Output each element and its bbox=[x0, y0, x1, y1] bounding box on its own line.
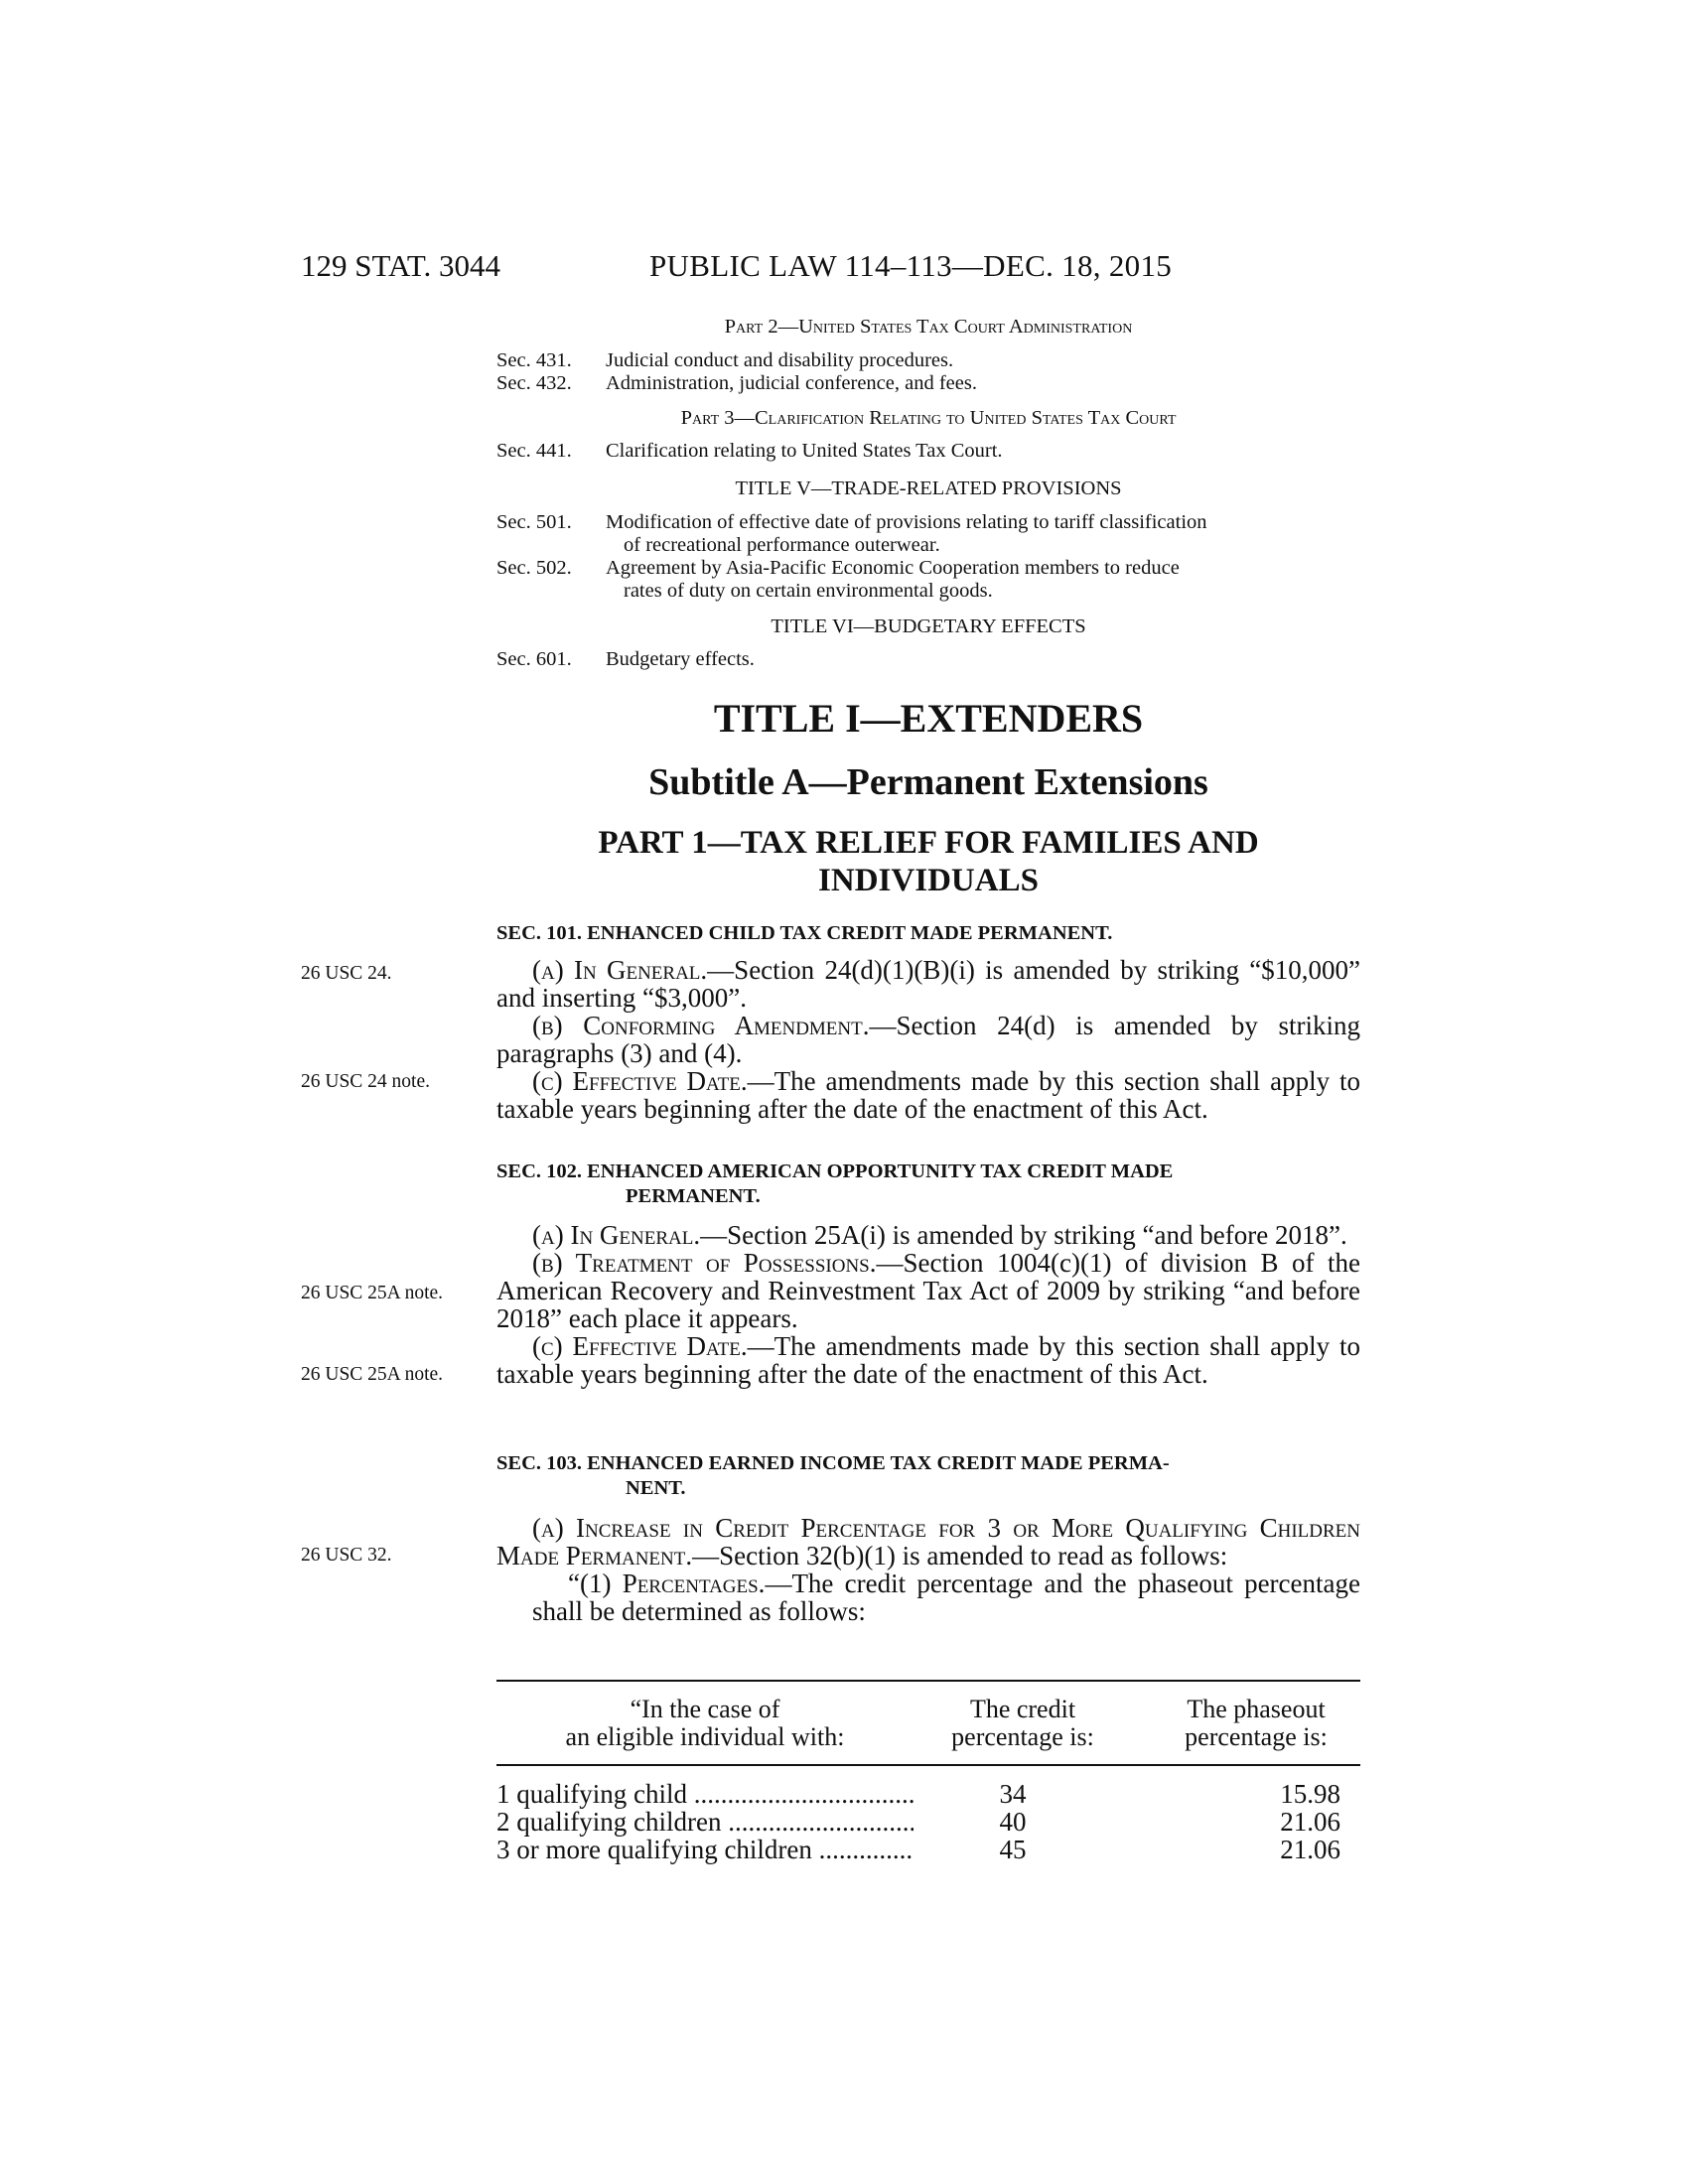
table-header-rule bbox=[496, 1764, 1360, 1766]
table-header-individual bbox=[496, 1696, 914, 1751]
part-heading: PART 1—TAX RELIEF FOR FAMILIES AND INDIVIDUALS bbox=[598, 825, 1259, 898]
sec102-para-a bbox=[496, 1221, 1360, 1249]
row-credit: 45 bbox=[999, 1835, 1027, 1864]
table-row bbox=[496, 1779, 1360, 1807]
toc-item bbox=[496, 557, 1360, 603]
toc-item bbox=[496, 648, 1360, 671]
toc-title6-list bbox=[496, 648, 1360, 671]
header-line: an eligible individual with: bbox=[565, 1722, 845, 1751]
table-header-credit bbox=[933, 1696, 1112, 1751]
toc-sec-number: Sec. 441. bbox=[496, 440, 572, 462]
sec103-heading-line2: NENT. bbox=[626, 1477, 686, 1499]
table-top-rule bbox=[496, 1680, 1360, 1682]
toc-sec-number: Sec. 601. bbox=[496, 648, 572, 670]
toc-sec-number: Sec. 431. bbox=[496, 349, 572, 371]
margin-note: 26 USC 25A note. bbox=[301, 1364, 444, 1385]
para-text: —The amendments made by this section shall apply to taxable years beginning after the date of the enactment of this Act. bbox=[496, 1331, 1360, 1389]
toc-item bbox=[496, 511, 1360, 557]
sec103-para-1 bbox=[496, 1570, 1360, 1625]
para-label: (a) In General. bbox=[532, 1220, 701, 1250]
table-row bbox=[496, 1835, 1360, 1862]
para-text: —Section 24(d) is amended by striking paragraphs (3) and (4). bbox=[496, 1011, 1361, 1068]
sec101-para-c bbox=[496, 1067, 1360, 1123]
header-line: percentage is: bbox=[951, 1722, 1094, 1751]
toc-part2-list bbox=[496, 349, 1360, 395]
sec103-heading bbox=[496, 1451, 1360, 1501]
toc-sec-title: Budgetary effects. bbox=[606, 648, 755, 670]
para-text: —The credit percentage and the phaseout percentage shall be determined as follows: bbox=[532, 1569, 1360, 1626]
toc-item bbox=[496, 440, 1360, 463]
row-label: 2 qualifying children ..... bbox=[496, 1807, 914, 1838]
toc-sec-title-line2: of recreational performance outerwear. bbox=[624, 534, 940, 556]
toc-sec-title: Judicial conduct and disability procedures. bbox=[606, 349, 954, 371]
toc-sec-number: Sec. 501. bbox=[496, 511, 572, 533]
toc-title5-list bbox=[496, 511, 1360, 603]
toc-item bbox=[496, 349, 1360, 372]
toc-part2-heading: Part 2—United States Tax Court Administration bbox=[724, 316, 1133, 338]
row-phaseout: 21.06 bbox=[1280, 1807, 1340, 1837]
para-label: (b) Treatment of Possessions. bbox=[532, 1248, 877, 1278]
toc-sec-number: Sec. 502. bbox=[496, 557, 572, 579]
sec103-heading-line1: SEC. 103. ENHANCED EARNED INCOME TAX CREDIT MADE PERMA- bbox=[496, 1452, 1170, 1474]
table-header-phaseout bbox=[1152, 1696, 1360, 1751]
page-stat-number: 129 STAT. 3044 bbox=[301, 248, 501, 283]
sec102-body bbox=[496, 1221, 1360, 1388]
toc-sec-title-line1: Agreement by Asia-Pacific Economic Cooperation members to reduce bbox=[606, 557, 1180, 579]
para-text: —Section 1004(c)(1) of division B of the American Recovery and Reinvestment Tax Act of 2009 by striking “and before 2018” each place it appears. bbox=[496, 1248, 1360, 1333]
header-line: The credit bbox=[969, 1695, 1076, 1723]
toc-part3-list bbox=[496, 440, 1360, 463]
row-phaseout: 15.98 bbox=[1280, 1779, 1340, 1809]
margin-note: 26 USC 24. bbox=[301, 963, 392, 984]
toc-sec-number: Sec. 432. bbox=[496, 372, 572, 394]
header-line: The phaseout bbox=[1187, 1695, 1326, 1723]
toc-title5-heading: TITLE V—TRADE-RELATED PROVISIONS bbox=[735, 478, 1122, 499]
sec103-para-a bbox=[496, 1514, 1360, 1570]
sec102-para-b bbox=[496, 1249, 1360, 1332]
row-label: 1 qualifying child ..... bbox=[496, 1779, 914, 1810]
table-row bbox=[496, 1807, 1360, 1835]
para-label: (c) Effective Date. bbox=[532, 1331, 748, 1361]
toc-sec-title bbox=[606, 557, 1360, 603]
margin-note: 26 USC 25A note. bbox=[301, 1283, 444, 1303]
sec102-heading-line1: SEC. 102. ENHANCED AMERICAN OPPORTUNITY TAX CREDIT MADE bbox=[496, 1160, 1174, 1182]
para-label: (b) Conforming Amendment. bbox=[532, 1011, 870, 1040]
sec101-para-a bbox=[496, 956, 1360, 1012]
para-label: “(1) Percentages. bbox=[568, 1569, 766, 1598]
row-credit: 34 bbox=[999, 1779, 1027, 1809]
row-phaseout: 21.06 bbox=[1280, 1835, 1340, 1864]
margin-note: 26 USC 32. bbox=[301, 1545, 392, 1566]
sec101-heading: SEC. 101. ENHANCED CHILD TAX CREDIT MADE PERMANENT. bbox=[496, 922, 1113, 944]
toc-item bbox=[496, 372, 1360, 395]
toc-sec-title bbox=[606, 511, 1360, 557]
title-heading: TITLE I—EXTENDERS bbox=[713, 696, 1144, 741]
sec103-body bbox=[496, 1514, 1360, 1625]
sec101-body bbox=[496, 956, 1360, 1123]
toc-sec-title-line2: rates of duty on certain environmental goods. bbox=[624, 580, 993, 602]
toc-sec-title-line1: Modification of effective date of provisions relating to tariff classification bbox=[606, 511, 1207, 533]
sec102-heading bbox=[496, 1160, 1360, 1209]
para-label: (c) Effective Date. bbox=[532, 1066, 748, 1096]
header-line: “In the case of bbox=[630, 1695, 780, 1723]
toc-sec-title: Clarification relating to United States Tax Court. bbox=[606, 440, 1003, 462]
toc-title6-heading: TITLE VI—BUDGETARY EFFECTS bbox=[771, 615, 1086, 637]
sec102-heading-line2: PERMANENT. bbox=[626, 1185, 761, 1207]
row-label: 3 or more qualifying children ..... bbox=[496, 1835, 914, 1865]
toc-sec-title: Administration, judicial conference, and fees. bbox=[606, 372, 977, 394]
header-line: percentage is: bbox=[1185, 1722, 1328, 1751]
row-credit: 40 bbox=[999, 1807, 1027, 1837]
running-title: PUBLIC LAW 114–113—DEC. 18, 2015 bbox=[649, 248, 1173, 283]
margin-note: 26 USC 24 note. bbox=[301, 1071, 431, 1092]
sec101-para-b bbox=[496, 1012, 1360, 1067]
toc-part3-heading: Part 3—Clarification Relating to United States Tax Court bbox=[680, 407, 1177, 429]
para-text: —Section 24(d)(1)(B)(i) is amended by striking “$10,000” and inserting “$3,000”. bbox=[496, 955, 1360, 1013]
para-label: (a) Increase in Credit Percentage for 3 or More Qualifying Children Made Permanent. bbox=[496, 1513, 1360, 1570]
subtitle-heading: Subtitle A—Permanent Extensions bbox=[648, 761, 1208, 803]
sec102-para-c bbox=[496, 1332, 1360, 1388]
para-text: —The amendments made by this section shall apply to taxable years beginning after the date of the enactment of this Act. bbox=[496, 1066, 1360, 1124]
para-text: —Section 25A(i) is amended by striking “and before 2018”. bbox=[700, 1220, 1347, 1250]
para-label: (a) In General. bbox=[532, 955, 708, 985]
para-text: —Section 32(b)(1) is amended to read as follows: bbox=[692, 1541, 1228, 1570]
